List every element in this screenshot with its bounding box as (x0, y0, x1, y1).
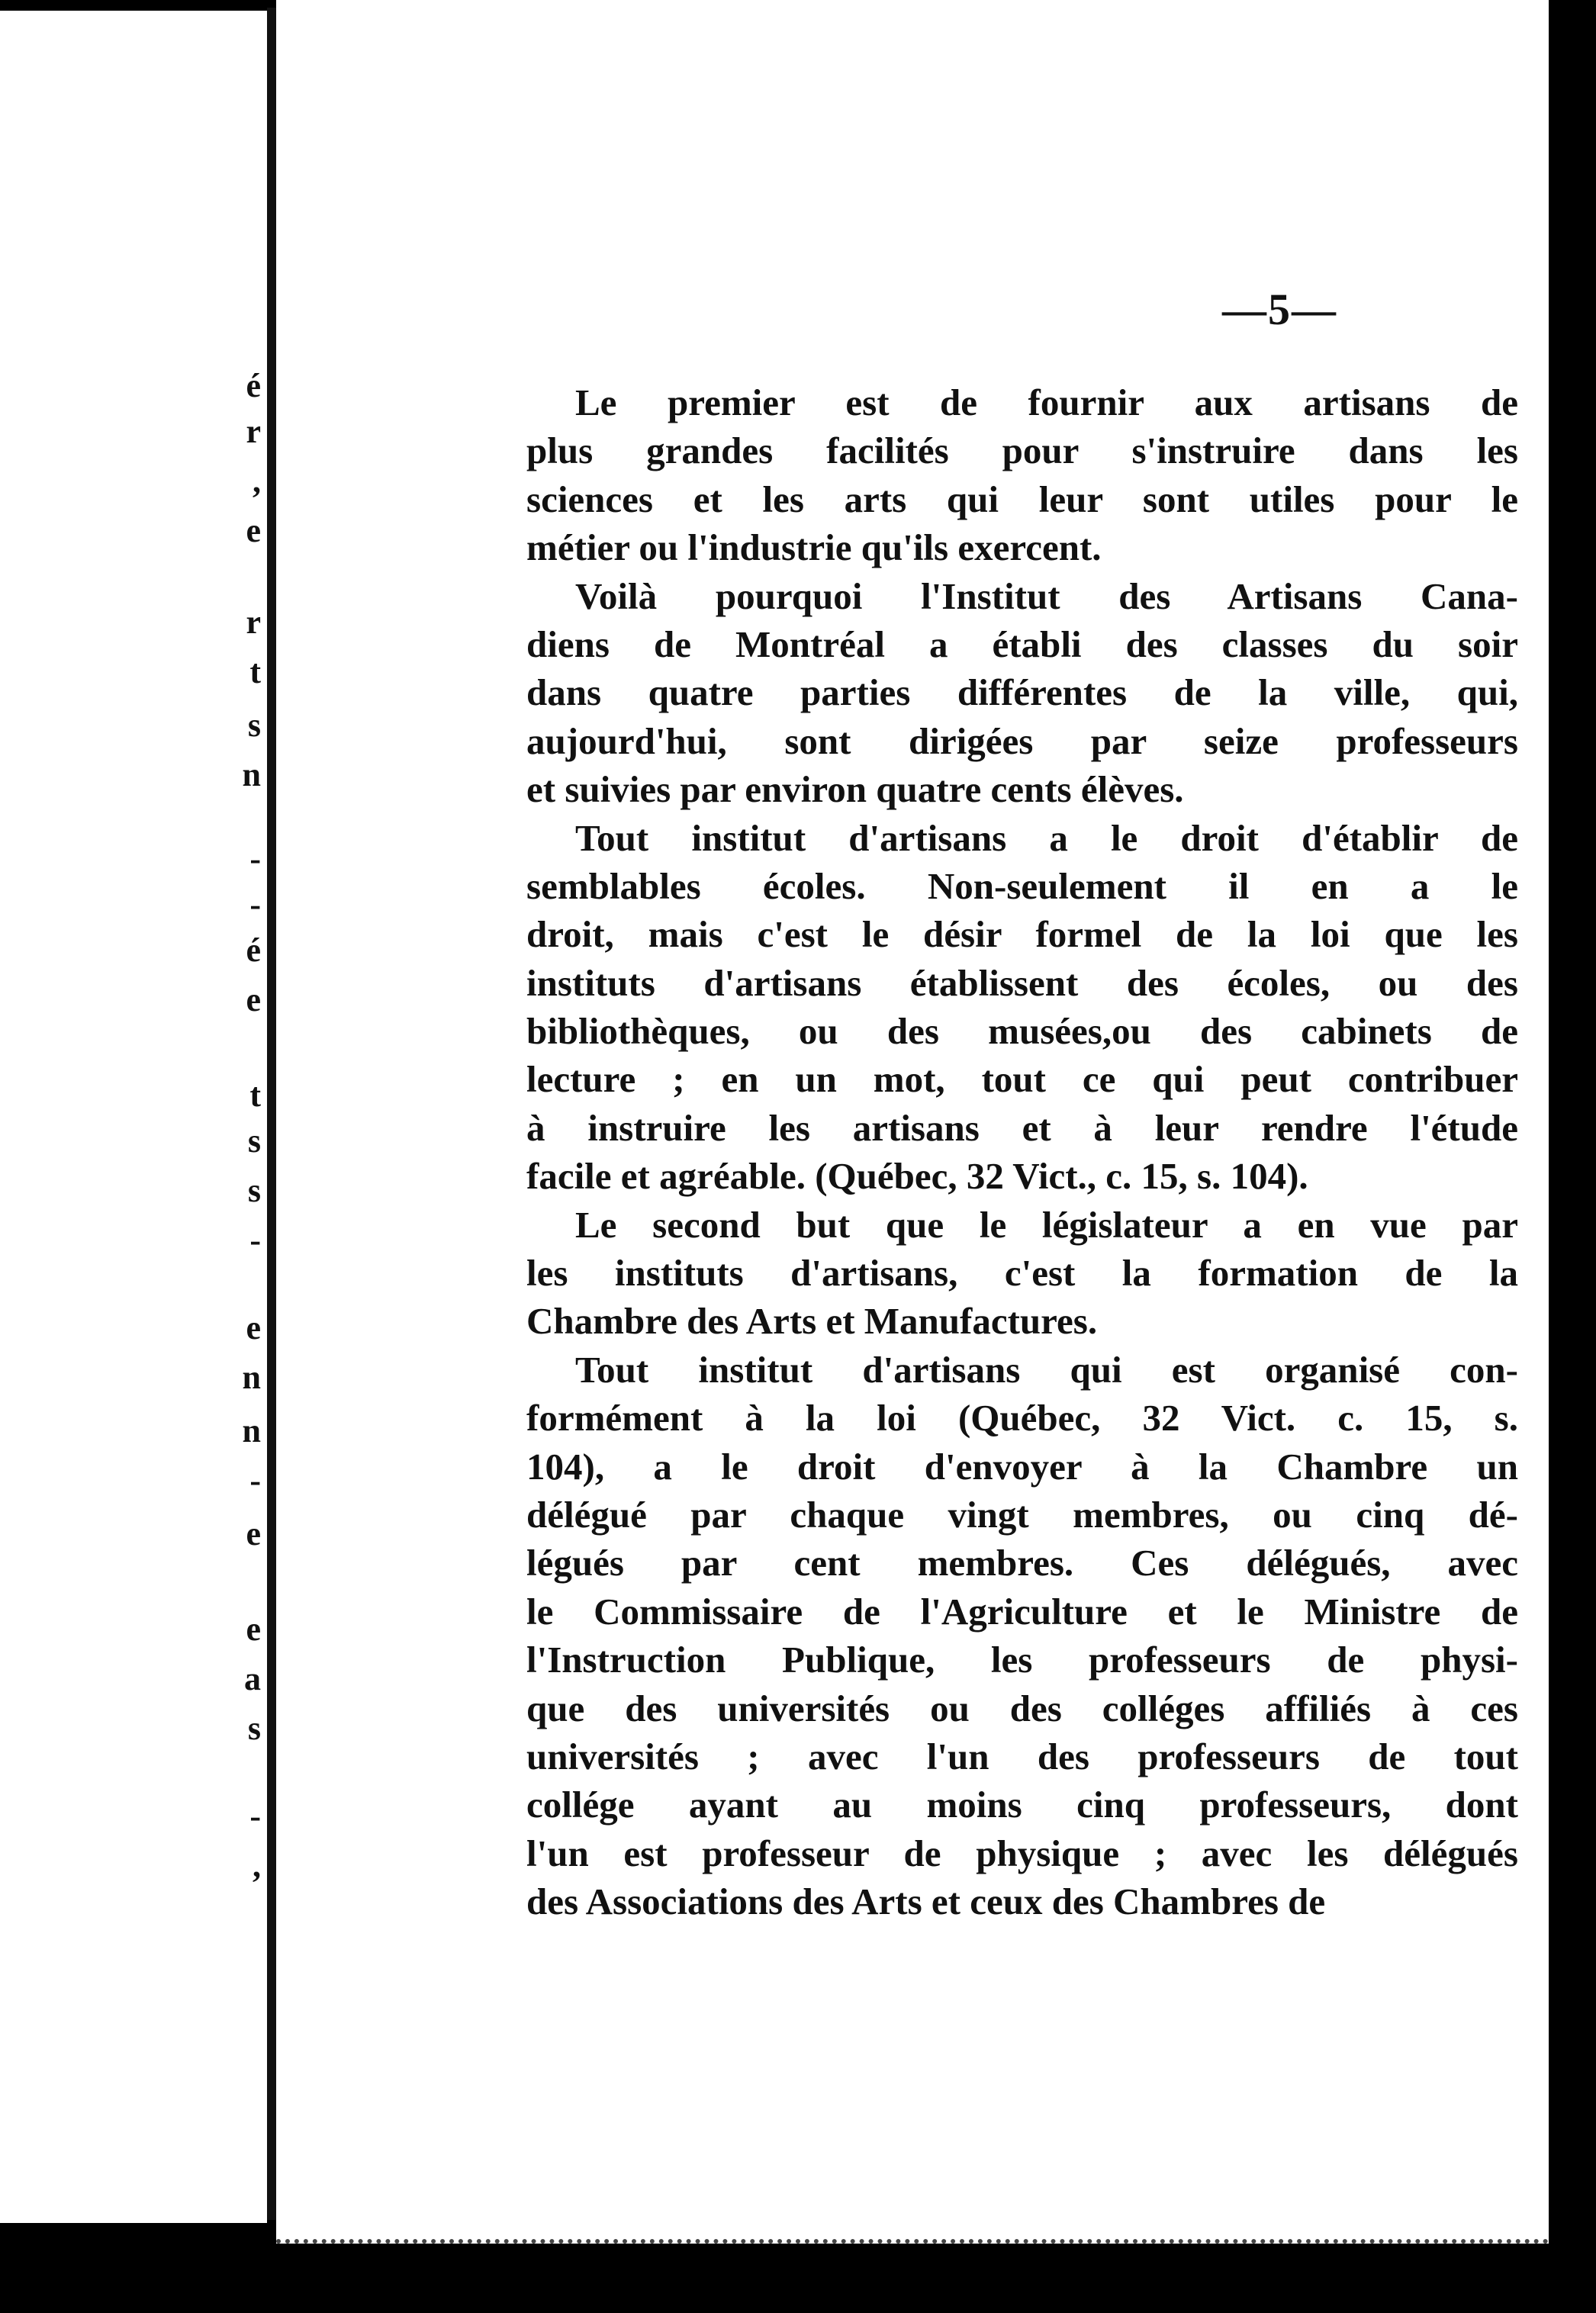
margin-character: e (246, 1309, 261, 1346)
margin-character: t (249, 1076, 261, 1114)
text-line: des Associations des Arts et ceux des Chambres de (526, 1880, 1326, 1923)
page-gutter (267, 8, 276, 2220)
margin-character: t (249, 653, 261, 690)
text-line: le Commissaire de l'Agriculture et le Ministre de (526, 1590, 1518, 1633)
margin-character: é (246, 931, 261, 969)
margin-character: r (246, 603, 261, 641)
text-line: les instituts d'artisans, c'est la formation de la (526, 1252, 1518, 1295)
margin-character: s (247, 1172, 261, 1209)
text-line: facile et agréable. (Québec, 32 Vict., c. 15, s. 104). (526, 1155, 1308, 1198)
text-line: sciences et les arts qui leur sont utiles pour le (526, 478, 1518, 520)
margin-character: - (249, 1797, 261, 1835)
paragraph (526, 572, 1518, 814)
margin-character: é (246, 367, 261, 404)
margin-character: s (247, 706, 261, 744)
margin-character: n (242, 1359, 261, 1396)
body-text (526, 378, 1518, 1926)
text-line: légués par cent membres. Ces délégués, avec (526, 1542, 1518, 1584)
text-line: et suivies par environ quatre cents élèves. (526, 768, 1184, 811)
text-line: Le second but que le législateur a en vue par (575, 1203, 1518, 1246)
text-line: Tout institut d'artisans a le droit d'établir de (575, 816, 1518, 859)
paragraph (526, 1201, 1518, 1346)
text-line: à instruire les artisans et à leur rendre l'étude (526, 1106, 1518, 1149)
text-line: délégué par chaque vingt membres, ou cinq dé- (526, 1493, 1518, 1536)
margin-character: e (246, 1610, 261, 1648)
text-line: droit, mais c'est le désir formel de la loi que les (526, 913, 1518, 956)
text-line: diens de Montréal a établi des classes du soir (526, 622, 1518, 665)
text-line: Chambre des Arts et Manufactures. (526, 1300, 1098, 1343)
margin-character: e (246, 981, 261, 1018)
text-line: universités ; avec l'un des professeurs de tout (526, 1735, 1518, 1777)
margin-character: , (253, 462, 261, 500)
text-line: Le premier est de fournir aux artisans de (575, 381, 1518, 423)
text-line: l'un est professeur de physique ; avec les délégués (526, 1832, 1518, 1874)
text-line: lecture ; en un mot, tout ce qui peut contribuer (526, 1058, 1518, 1101)
margin-character: - (249, 886, 261, 923)
text-line: formément à la loi (Québec, 32 Vict. c. 15, s. (526, 1397, 1518, 1440)
text-line: semblables écoles. Non-seulement il en a le (526, 864, 1518, 907)
margin-character: s (247, 1122, 261, 1160)
margin-character: - (249, 1221, 261, 1259)
paragraph (526, 1346, 1518, 1926)
paragraph (526, 814, 1518, 1201)
text-line: Voilà pourquoi l'Institut des Artisans Cana- (575, 574, 1518, 617)
text-line: métier ou l'industrie qu'ils exercent. (526, 526, 1102, 569)
margin-character: , (253, 1847, 261, 1884)
margin-character: e (246, 1515, 261, 1552)
margin-character: - (249, 840, 261, 877)
margin-character: r (246, 413, 261, 450)
margin-character: s (247, 1710, 261, 1747)
text-line: dans quatre parties différentes de la ville, qui, (526, 671, 1518, 714)
text-line: que des universités ou des colléges affiliés à ces (526, 1687, 1518, 1729)
text-line: 104), a le droit d'envoyer à la Chambre un (526, 1445, 1518, 1488)
text-line: Tout institut d'artisans qui est organisé con- (575, 1348, 1518, 1391)
text-line: bibliothèques, ou des musées,ou des cabinets de (526, 1010, 1518, 1053)
margin-character: n (242, 756, 261, 793)
text-line: aujourd'hui, sont dirigées par seize professeurs (526, 719, 1518, 762)
margin-character: - (249, 1462, 261, 1499)
page-number: —5— (1222, 285, 1337, 334)
text-line: l'Instruction Publique, les professeurs de physi- (526, 1639, 1518, 1681)
text-line: plus grandes facilités pour s'instruire dans les (526, 429, 1518, 472)
paragraph (526, 378, 1518, 572)
margin-character: a (244, 1660, 261, 1697)
facing-page-strip (0, 11, 267, 2223)
text-line: instituts d'artisans établissent des écoles, ou des (526, 961, 1518, 1004)
text-line: collége ayant au moins cinq professeurs, dont (526, 1784, 1518, 1826)
margin-character: e (246, 512, 261, 549)
margin-character: n (242, 1412, 261, 1449)
